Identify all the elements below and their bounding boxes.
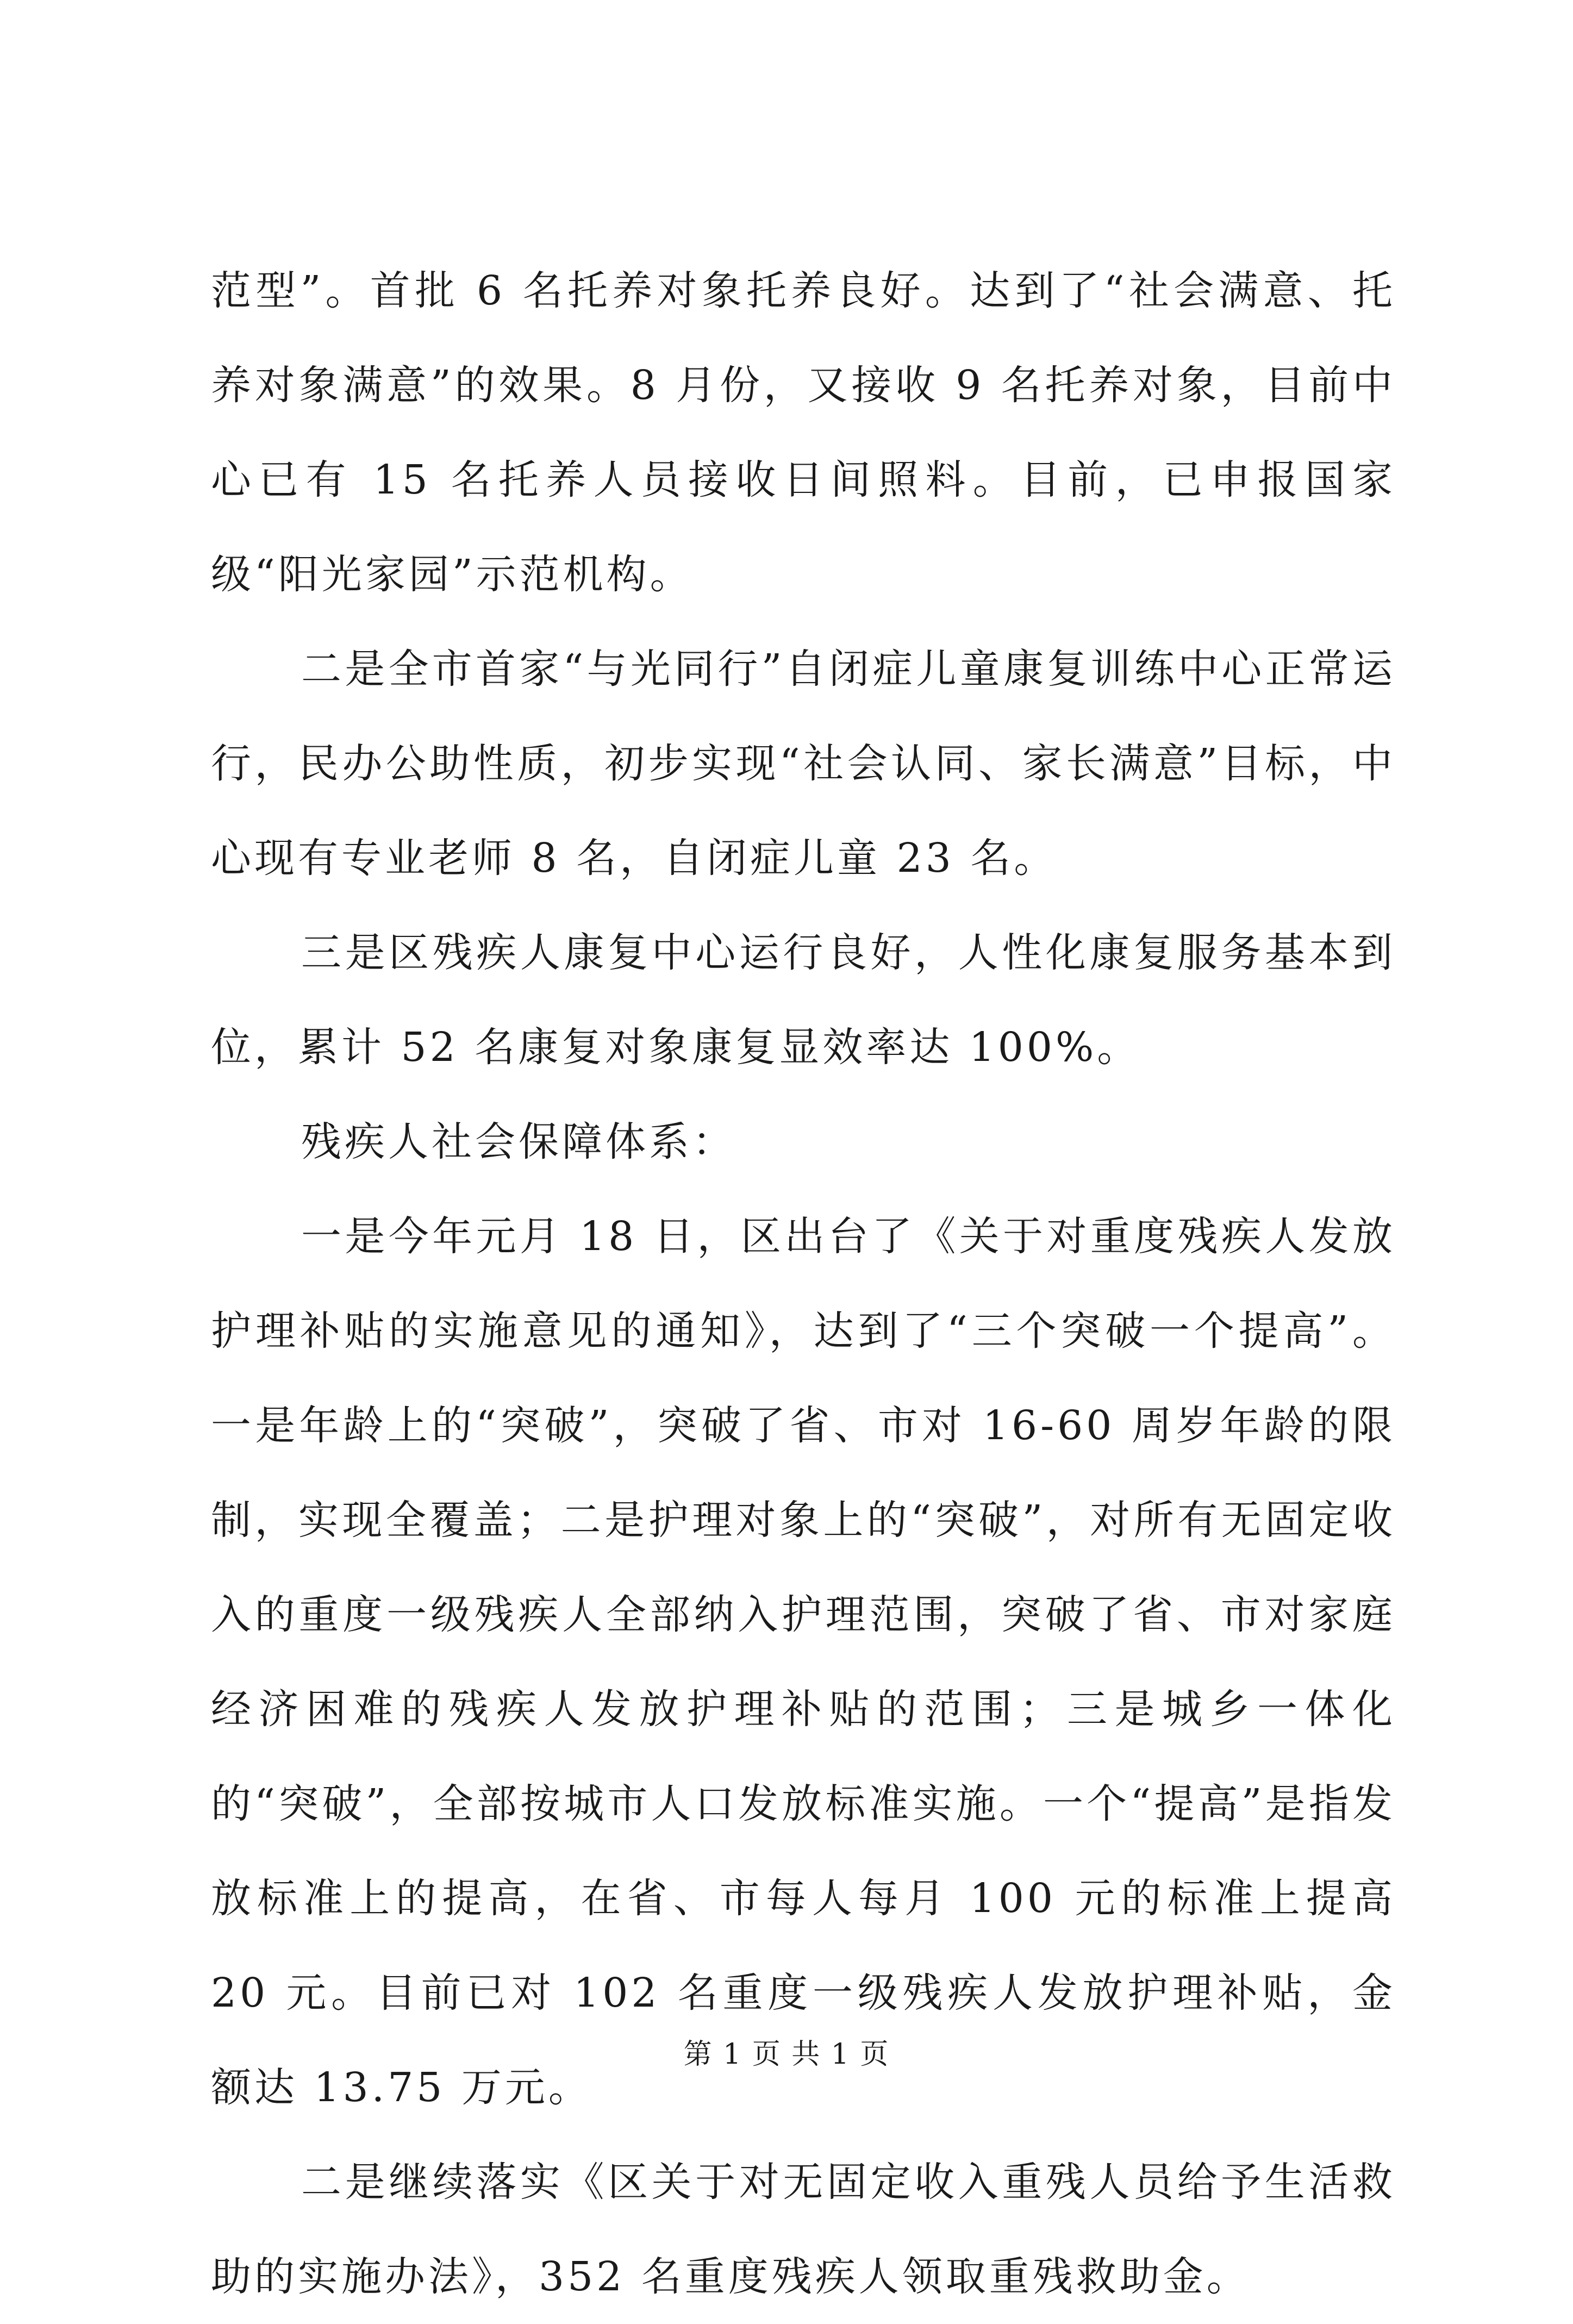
paragraph-1: 范型”。首批 6 名托养对象托养良好。达到了“社会满意、托养对象满意”的效果。8 月份，又接收 9 名托养对象，目前中心已有 15 名托养人员接收日间照料。目前，已申报国家级“阳光家园”示范机构。 xyxy=(211,267,1396,598)
paragraph-6: 二是继续落实《区关于对无固定收入重残人员给予生活救助的实施办法》，352 名重度残疾人领取重残救助金。 xyxy=(211,2159,1396,2300)
paragraph-2: 二是全市首家“与光同行”自闭症儿童康复训练中心正常运行，民办公助性质，初步实现“社会认同、家长满意”目标，中心现有专业老师 8 名，自闭症儿童 23 名。 xyxy=(211,646,1396,882)
paragraph-5: 一是今年元月 18 日，区出台了《关于对重度残疾人发放护理补贴的实施意见的通知》，达到了“三个突破一个提高”。一是年龄上的“突破”，突破了省、市对 16-60 周岁年龄的限制，实现全覆盖；二是护理对象上的“突破”，对所有无固定收入的重度一级残疾人全部纳入护理范围，突破了省、市对家庭经济困难的残疾人发放护理补贴的范围；三是城乡一体化的“突破”，全部按城市人口发放标准实施。一个“提高”是指发放标准上的提高，在省、市每人每月 100 元的标准上提高 20 元。目前已对 102 名重度一级残疾人发放护理补贴，金额达 13.75 万元。 xyxy=(211,1213,1396,2111)
document-body xyxy=(211,243,1396,2324)
paragraph-4: 残疾人社会保障体系： xyxy=(301,1119,736,1165)
page-footer: 第 1 页 共 1 页 xyxy=(683,2038,890,2071)
paragraph-3: 三是区残疾人康复中心运行良好，人性化康复服务基本到位，累计 52 名康复对象康复显效率达 100%。 xyxy=(211,929,1396,1071)
